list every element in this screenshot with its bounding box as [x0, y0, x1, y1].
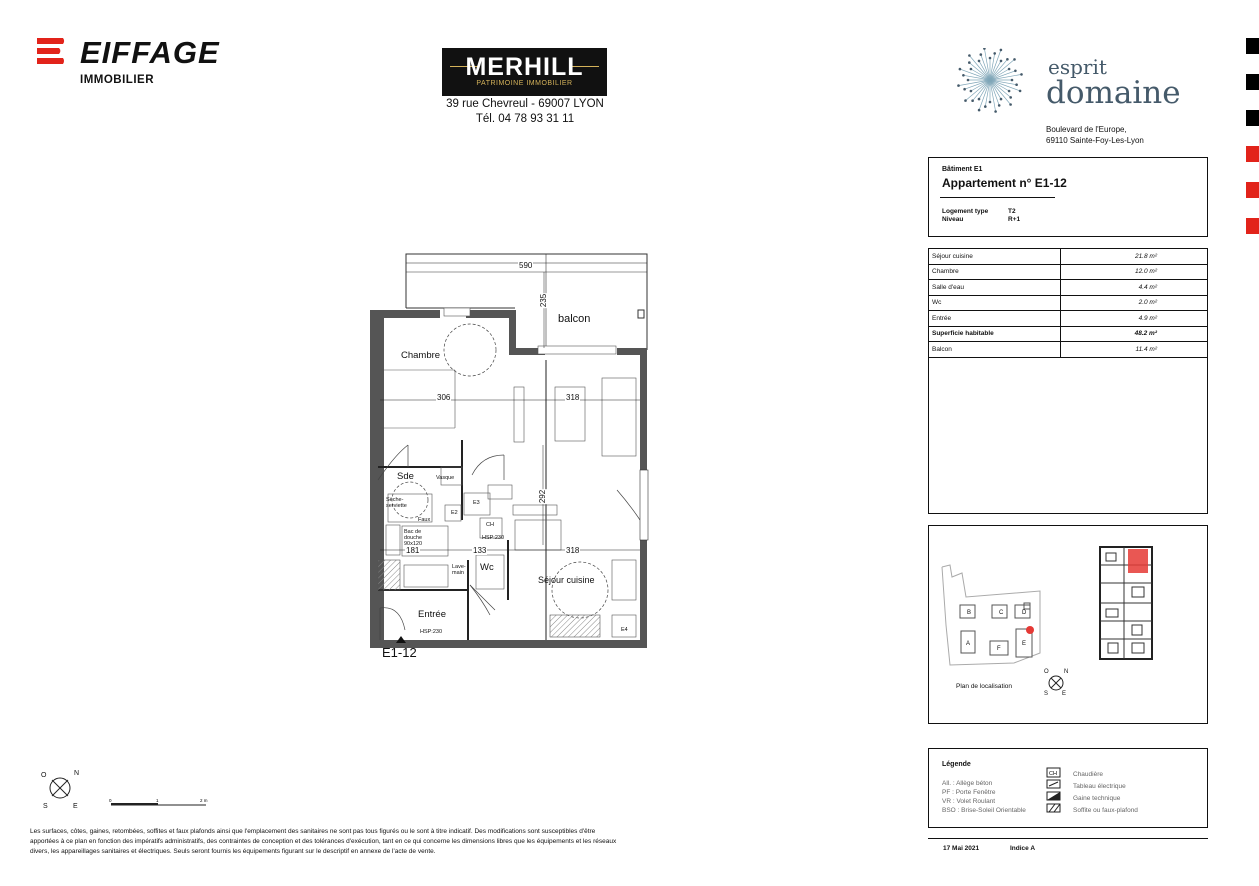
label-faux: Faux — [418, 517, 431, 523]
room-sejour: Séjour cuisine — [538, 575, 595, 585]
room-wc: Wc — [480, 562, 494, 573]
dim-318-bottom: 318 — [566, 546, 580, 555]
eiffage-name: EIFFAGE — [80, 35, 220, 70]
room-balcon: balcon — [558, 313, 591, 325]
dim-181: 181 — [406, 546, 420, 555]
area-value: 48.2 m² — [1061, 326, 1208, 342]
title-underline — [940, 197, 1055, 198]
location-label: Plan de localisation — [956, 683, 1013, 690]
svg-text:O: O — [41, 772, 47, 779]
dim-306: 306 — [437, 393, 451, 402]
area-label: Chambre — [929, 264, 1061, 280]
label-e4: E4 — [621, 627, 628, 633]
disclaimer-text: Les surfaces, côtes, gaines, retombées, soffites et faux plafonds ainsi que l'emplacement des sanitaires ne sont pas tous figurés ou le sont à titre indicatif. Des modifications sont susceptibles d'être apportées à ce plan en fonction des impératifs administratifs, des contraintes de conception et des tolérances d'exécution, tant en ce qui concerne les dimensions libres que les équipements et les réseaux divers, les appareillages sanitaires et électriques. Seuls seront fournis les équipements figurant sur le descriptif en annexe de l'acte de vente. — [30, 828, 617, 855]
svg-text:2 m: 2 m — [200, 798, 208, 803]
merhill-logo — [442, 48, 607, 96]
domaine-wordmark: domaine — [1046, 75, 1181, 111]
address-line-2: 69110 Sainte-Foy-Les-Lyon — [1046, 136, 1144, 145]
print-mark-black — [1246, 110, 1259, 126]
svg-text:E: E — [1062, 691, 1067, 697]
svg-text:CH: CH — [1049, 771, 1057, 777]
area-value: 11.4 m² — [1061, 342, 1208, 358]
svg-text:E: E — [73, 803, 78, 810]
eiffage-logo-mark-icon — [35, 35, 69, 69]
block-c-label: C — [999, 610, 1004, 616]
esprit-wordmark: esprit — [1048, 55, 1107, 79]
merhill-address-block — [430, 97, 620, 126]
legend-abbr: VR : Volet Roulant — [942, 798, 996, 805]
location-compass-icon — [1044, 669, 1068, 697]
label-vasque: Vasque — [436, 475, 455, 481]
legend-title: Légende — [942, 761, 971, 768]
area-label: Salle d'eau — [929, 280, 1061, 296]
print-mark-black — [1246, 38, 1259, 54]
unit-id-label: E1-12 — [382, 645, 417, 660]
room-sde: Sde — [397, 471, 414, 482]
block-f-label: F — [997, 646, 1001, 652]
room-entree: Entrée — [418, 609, 446, 620]
unit-highlight — [1128, 549, 1148, 573]
dimension-lines — [380, 263, 647, 550]
dim-318-top: 318 — [566, 393, 580, 402]
legend-symbol-label: Tableau électrique — [1073, 783, 1126, 790]
building-label: Bâtiment E1 — [942, 166, 983, 173]
level-value: R+1 — [1008, 216, 1021, 223]
merhill-name: MERHILL — [465, 53, 584, 81]
area-value: 2.0 m² — [1061, 295, 1208, 311]
svg-text:1: 1 — [156, 798, 159, 803]
legend-abbr: All. : Allège béton — [942, 780, 993, 787]
print-mark-red — [1246, 182, 1259, 198]
dandelion-logo-icon — [955, 48, 1025, 118]
legend-abbr: BSO : Brise-Soleil Orientable — [942, 807, 1026, 814]
areas-box — [928, 248, 1208, 514]
project-address — [1046, 124, 1144, 146]
print-mark-red — [1246, 218, 1259, 234]
area-label: Wc — [929, 295, 1061, 311]
legend-abbreviations — [942, 779, 1026, 815]
boiler-icon — [1047, 768, 1060, 777]
print-mark-black — [1246, 74, 1259, 90]
merhill-address: 39 rue Chevreul - 69007 LYON — [446, 98, 604, 110]
area-value: 12.0 m² — [1061, 264, 1208, 280]
building-floor-plan — [1100, 547, 1152, 659]
dim-292: 292 — [538, 489, 548, 504]
electric-panel-icon — [1047, 780, 1060, 788]
eiffage-sub: IMMOBILIER — [80, 74, 154, 86]
area-label: Superficie habitable — [929, 326, 1061, 342]
label-e3: E3 — [473, 500, 480, 506]
label-hsp-2: HSP:230 — [420, 629, 443, 635]
level-label: Niveau — [942, 216, 964, 223]
legend-symbol-label: Gaine technique — [1073, 795, 1121, 802]
footer-rule — [928, 838, 1208, 839]
type-value: T2 — [1008, 208, 1016, 215]
legend-symbol-label: Chaudière — [1073, 771, 1103, 778]
svg-text:S: S — [43, 803, 48, 810]
label-e2: E2 — [451, 510, 458, 516]
legend-symbol-label: Soffite ou faux-plafond — [1073, 807, 1138, 814]
room-chambre: Chambre — [401, 350, 441, 361]
block-b-label: B — [967, 610, 972, 616]
north-compass-icon — [36, 766, 84, 810]
legend-symbols — [1045, 767, 1065, 817]
merhill-phone: Tél. 04 78 93 31 11 — [475, 112, 575, 125]
dim-590: 590 — [519, 261, 533, 270]
label-seche-serviette: Sèche-serviette — [386, 497, 407, 509]
dim-133: 133 — [473, 546, 487, 555]
area-value: 4.4 m² — [1061, 280, 1208, 296]
soffit-icon — [1047, 804, 1060, 812]
area-label: Séjour cuisine — [929, 249, 1061, 265]
merhill-tagline: PATRIMOINE IMMOBILIER — [476, 80, 573, 87]
plan-index: Indice A — [1010, 845, 1036, 852]
entry-arrow-icon — [396, 636, 406, 643]
svg-text:O: O — [1044, 669, 1049, 675]
block-e-label: E — [1022, 641, 1027, 647]
svg-text:S: S — [1044, 691, 1049, 697]
label-lave-main: Lave-main — [452, 564, 466, 576]
type-label: Logement type — [942, 208, 989, 215]
location-marker-icon — [1026, 626, 1034, 634]
area-value: 21.8 m² — [1061, 249, 1208, 265]
floor-plan — [360, 250, 660, 665]
svg-text:N: N — [1064, 669, 1069, 675]
svg-text:N: N — [74, 770, 80, 777]
area-label: Entrée — [929, 311, 1061, 327]
legend-abbr: PF : Porte Fenêtre — [942, 789, 996, 796]
apartment-title: Appartement n° E1-12 — [942, 176, 1067, 190]
scale-bar — [108, 796, 212, 810]
shaft-icon — [1047, 792, 1060, 800]
block-d-label: D — [1022, 610, 1027, 616]
label-ch: CH — [486, 522, 494, 528]
location-plan — [928, 525, 1208, 724]
area-value: 4.9 m² — [1061, 311, 1208, 327]
area-label: Balcon — [929, 342, 1061, 358]
label-hsp-1: HSP:230 — [482, 535, 505, 541]
address-line-1: Boulevard de l'Europe, — [1046, 125, 1127, 134]
block-a-label: A — [966, 641, 971, 647]
dim-235: 235 — [539, 293, 549, 308]
label-bac-douche: Bac de douche 90x120 — [404, 529, 423, 547]
legend-symbol-labels — [1073, 769, 1138, 817]
svg-text:0: 0 — [109, 798, 112, 803]
print-mark-red — [1246, 146, 1259, 162]
plan-date: 17 Mai 2021 — [943, 845, 980, 852]
